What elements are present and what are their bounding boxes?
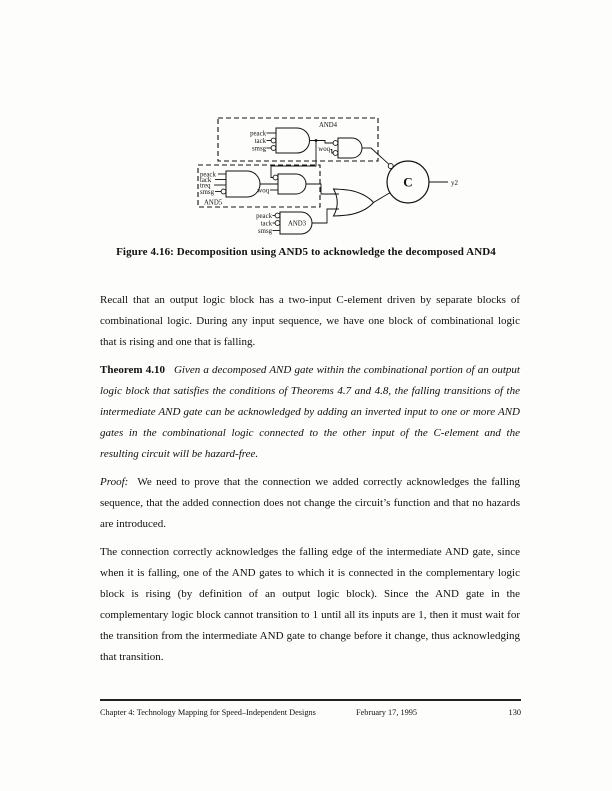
- and3-gate: [256, 212, 312, 235]
- proof-text: We need to prove that the connection we added correctly acknowledges the falling sequence, that the added connection does not change the circuit’s function and that no hazards are introduced.: [100, 476, 520, 530]
- and5-second-and-gate: [278, 174, 306, 194]
- footer-date: February 17, 1995: [356, 708, 418, 717]
- signal-label-peack: peack: [200, 171, 216, 179]
- inverter-bubble: [273, 175, 278, 180]
- body-paragraph-connection: The connection correctly acknowledges the falling edge of the intermediate AND gate, since when it is falling, one of the AND gates to which it is connected in the complementary logic block is rising (by definition of an output logic block). Since the AND gate in the complementary logic block cannot transition to 1 until all its inputs are 1, then it must wait for the transition from the intermediate AND gate to change before it change, thus acknowledging that transition.: [100, 546, 520, 663]
- and5-first-and-gate: [226, 171, 260, 197]
- c-bottom-wire: [374, 193, 390, 203]
- body-text: [100, 290, 520, 675]
- theorem-label: Theorem 4.10: [100, 364, 165, 376]
- inverter-bubble: [271, 146, 276, 151]
- proof-paragraph: [100, 472, 520, 535]
- circuit-diagram: [190, 100, 470, 245]
- signal-label-smsg: smsg: [252, 145, 266, 153]
- inverter-bubble: [221, 189, 226, 194]
- signal-label-smsg: smsg: [200, 188, 214, 196]
- proof-label: Proof:: [100, 476, 129, 488]
- inverter-bubble: [333, 151, 338, 156]
- c-element-label: C: [403, 174, 413, 190]
- page-footer: [100, 708, 521, 722]
- inverter-bubble: [275, 213, 280, 218]
- signal-label-peack: peack: [256, 212, 272, 220]
- and5-box-label: AND5: [204, 199, 223, 207]
- signal-label-tack: tack: [254, 137, 266, 145]
- signal-label-woq: woq: [318, 146, 330, 154]
- and5-block: [200, 171, 306, 207]
- theorem-text: Given a decomposed AND gate within the combinational portion of an output logic block that satisfies the conditions of Theorems 4.7 and 4.8, the falling transitions of the intermediate AND gate can be acknowledged by adding an inverted input to one or more AND gates in the combinational logic connected to the other input of the C-element and the resulting circuit will be hazard-free.: [100, 364, 520, 460]
- signal-label-peack: peack: [250, 130, 266, 138]
- and4-first-and-gate: [276, 128, 310, 153]
- and4-box-label: AND4: [318, 122, 338, 129]
- signal-label-smsg: smsg: [258, 227, 272, 235]
- inverter-bubble: [275, 221, 280, 226]
- signal-label-woq: woq: [257, 187, 269, 195]
- footer-rule: [100, 699, 521, 701]
- footer-page-number: 130: [508, 708, 521, 717]
- inverter-bubble: [333, 141, 338, 146]
- and4-block: [250, 122, 362, 158]
- c-top-wire-diagonal: [371, 148, 389, 164]
- footer-chapter: Chapter 4: Technology Mapping for Speed–Independent Designs: [100, 708, 316, 717]
- output-signal-label: y2: [451, 178, 458, 187]
- or-gate: [306, 184, 374, 223]
- and4-second-and-gate: [338, 138, 362, 158]
- signal-label-treq: treq: [200, 182, 211, 190]
- figure-caption: Figure 4.16: Decomposition using AND5 to acknowledge the decomposed AND4: [116, 246, 496, 258]
- body-paragraph-recall: Recall that an output logic block has a two-input C-element driven by separate blocks of combinational logic. During any input sequence, we have one block of combinational logic that is rising and one that is falling.: [100, 294, 520, 348]
- theorem-paragraph: [100, 360, 520, 465]
- acknowledge-wire: [271, 141, 316, 178]
- and4-dashed-box: [218, 118, 378, 161]
- or-gate-body: [334, 189, 374, 216]
- signal-label-tack: tack: [200, 176, 212, 184]
- and3-label: AND3: [287, 220, 307, 228]
- signal-label-tack: tack: [260, 220, 272, 228]
- inverter-bubble: [271, 138, 276, 143]
- c-element: [362, 148, 459, 203]
